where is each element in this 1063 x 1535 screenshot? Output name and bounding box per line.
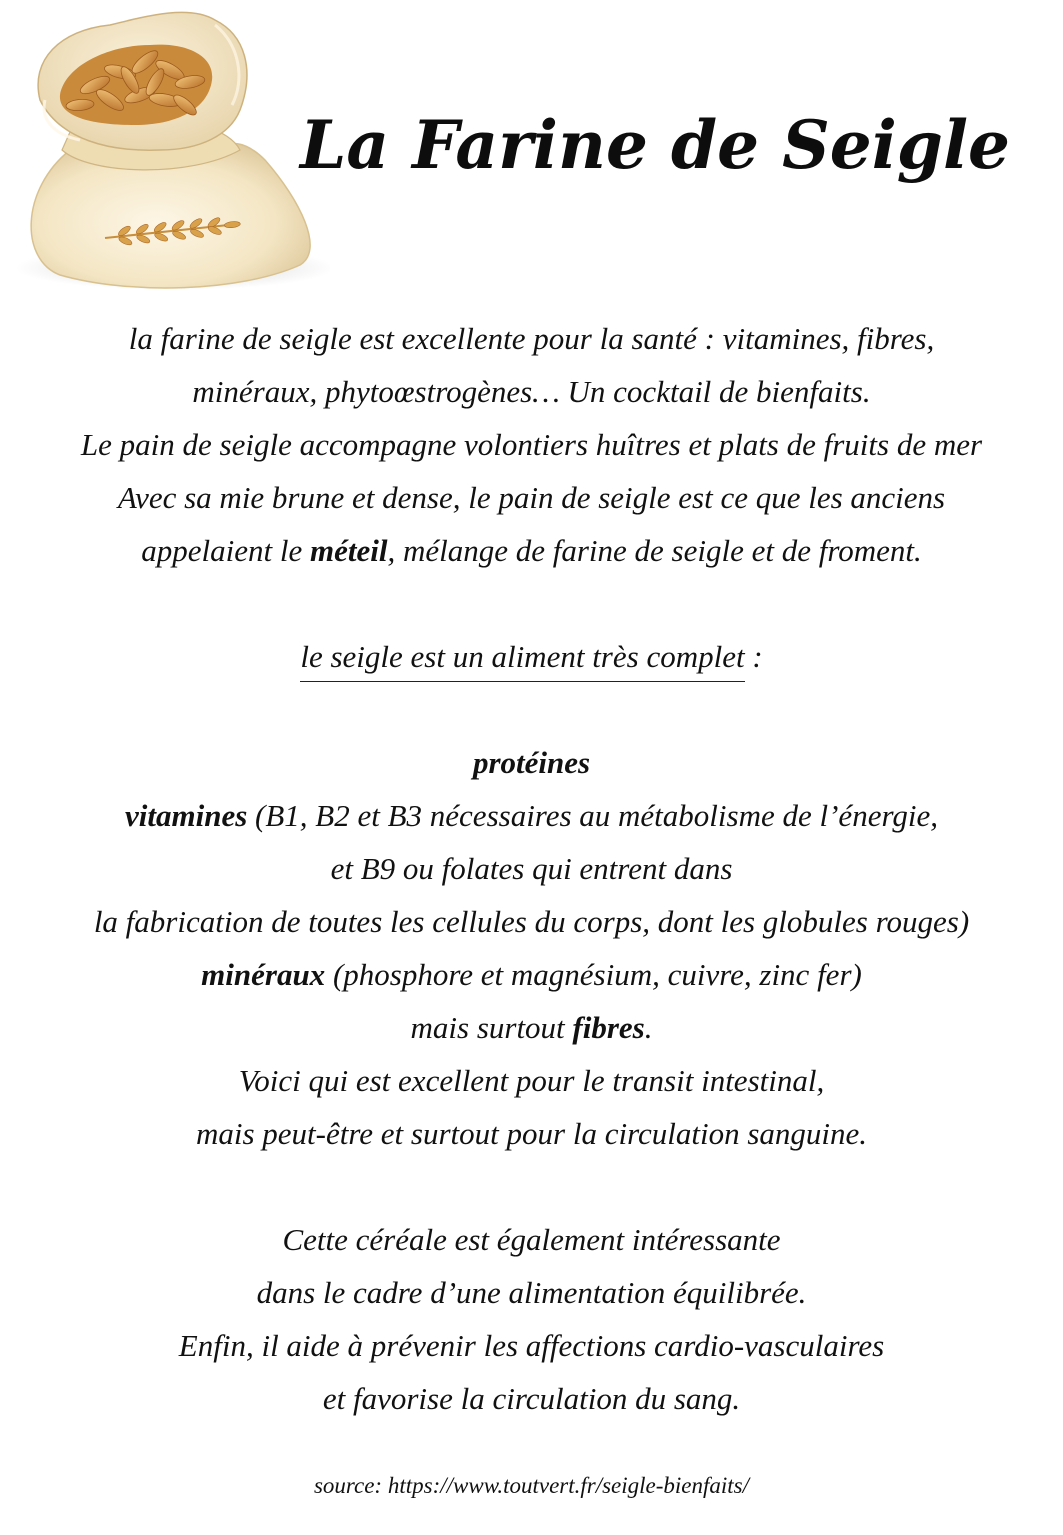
conclusion-line: Cette céréale est également intéressante <box>282 1222 781 1257</box>
intro-line-meteil <box>0 524 1063 577</box>
subheading-text: le seigle est un aliment très complet <box>300 635 744 682</box>
conclusion-line: et favorise la circulation du sang. <box>322 1381 741 1416</box>
article-body <box>0 312 1063 1425</box>
spacer <box>0 683 1063 736</box>
intro-line: minéraux, phytoœstrogènes… Un cocktail de bienfaits. <box>192 374 871 409</box>
vitamins-line: la fabrication de toutes les cellules du corps, dont les globules rouges) <box>93 904 970 939</box>
nutrient-proteins <box>0 736 1063 789</box>
spacer <box>0 577 1063 630</box>
intro-text: , mélange de farine de seigle et de froment. <box>387 533 922 568</box>
intro-text: appelaient le <box>141 533 310 568</box>
vitamins-term: vitamines <box>125 798 248 833</box>
page-title: La Farine de Seigle <box>300 106 1011 184</box>
spacer <box>0 1160 1063 1213</box>
source-citation: source: https://www.toutvert.fr/seigle-bienfaits/ <box>313 1473 750 1498</box>
grain-sack-icon <box>0 0 330 300</box>
nutrient-fibres <box>0 1001 1063 1054</box>
fibres-prefix: mais surtout <box>410 1010 573 1045</box>
minerals-detail: (phosphore et magnésium, cuivre, zinc fer) <box>325 957 862 992</box>
conclusion-line: dans le cadre d’une alimentation équilibrée. <box>256 1275 807 1310</box>
proteins-term: protéines <box>472 745 591 780</box>
vitamins-line: et B9 ou folates qui entrent dans <box>330 851 733 886</box>
transit-line: mais peut-être et surtout pour la circulation sanguine. <box>195 1116 868 1151</box>
vitamins-detail: (B1, B2 et B3 nécessaires au métabolisme de l’énergie, <box>247 798 938 833</box>
intro-line: Le pain de seigle accompagne volontiers huîtres et plats de fruits de mer <box>80 427 983 462</box>
subheading-suffix: : <box>744 639 763 674</box>
nutrient-vitamins <box>0 789 1063 842</box>
intro-line: Avec sa mie brune et dense, le pain de seigle est ce que les anciens <box>117 480 946 515</box>
fibres-term: fibres <box>572 1010 645 1045</box>
minerals-term: minéraux <box>201 957 326 992</box>
intro-line: la farine de seigle est excellente pour la santé : vitamines, fibres, <box>128 321 935 356</box>
fibres-suffix: . <box>644 1010 653 1045</box>
transit-line: Voici qui est excellent pour le transit intestinal, <box>238 1063 825 1098</box>
conclusion-line: Enfin, il aide à prévenir les affections cardio-vasculaires <box>178 1328 885 1363</box>
subheading <box>0 630 1063 683</box>
meteil-term: méteil <box>309 533 388 568</box>
nutrient-minerals <box>0 948 1063 1001</box>
